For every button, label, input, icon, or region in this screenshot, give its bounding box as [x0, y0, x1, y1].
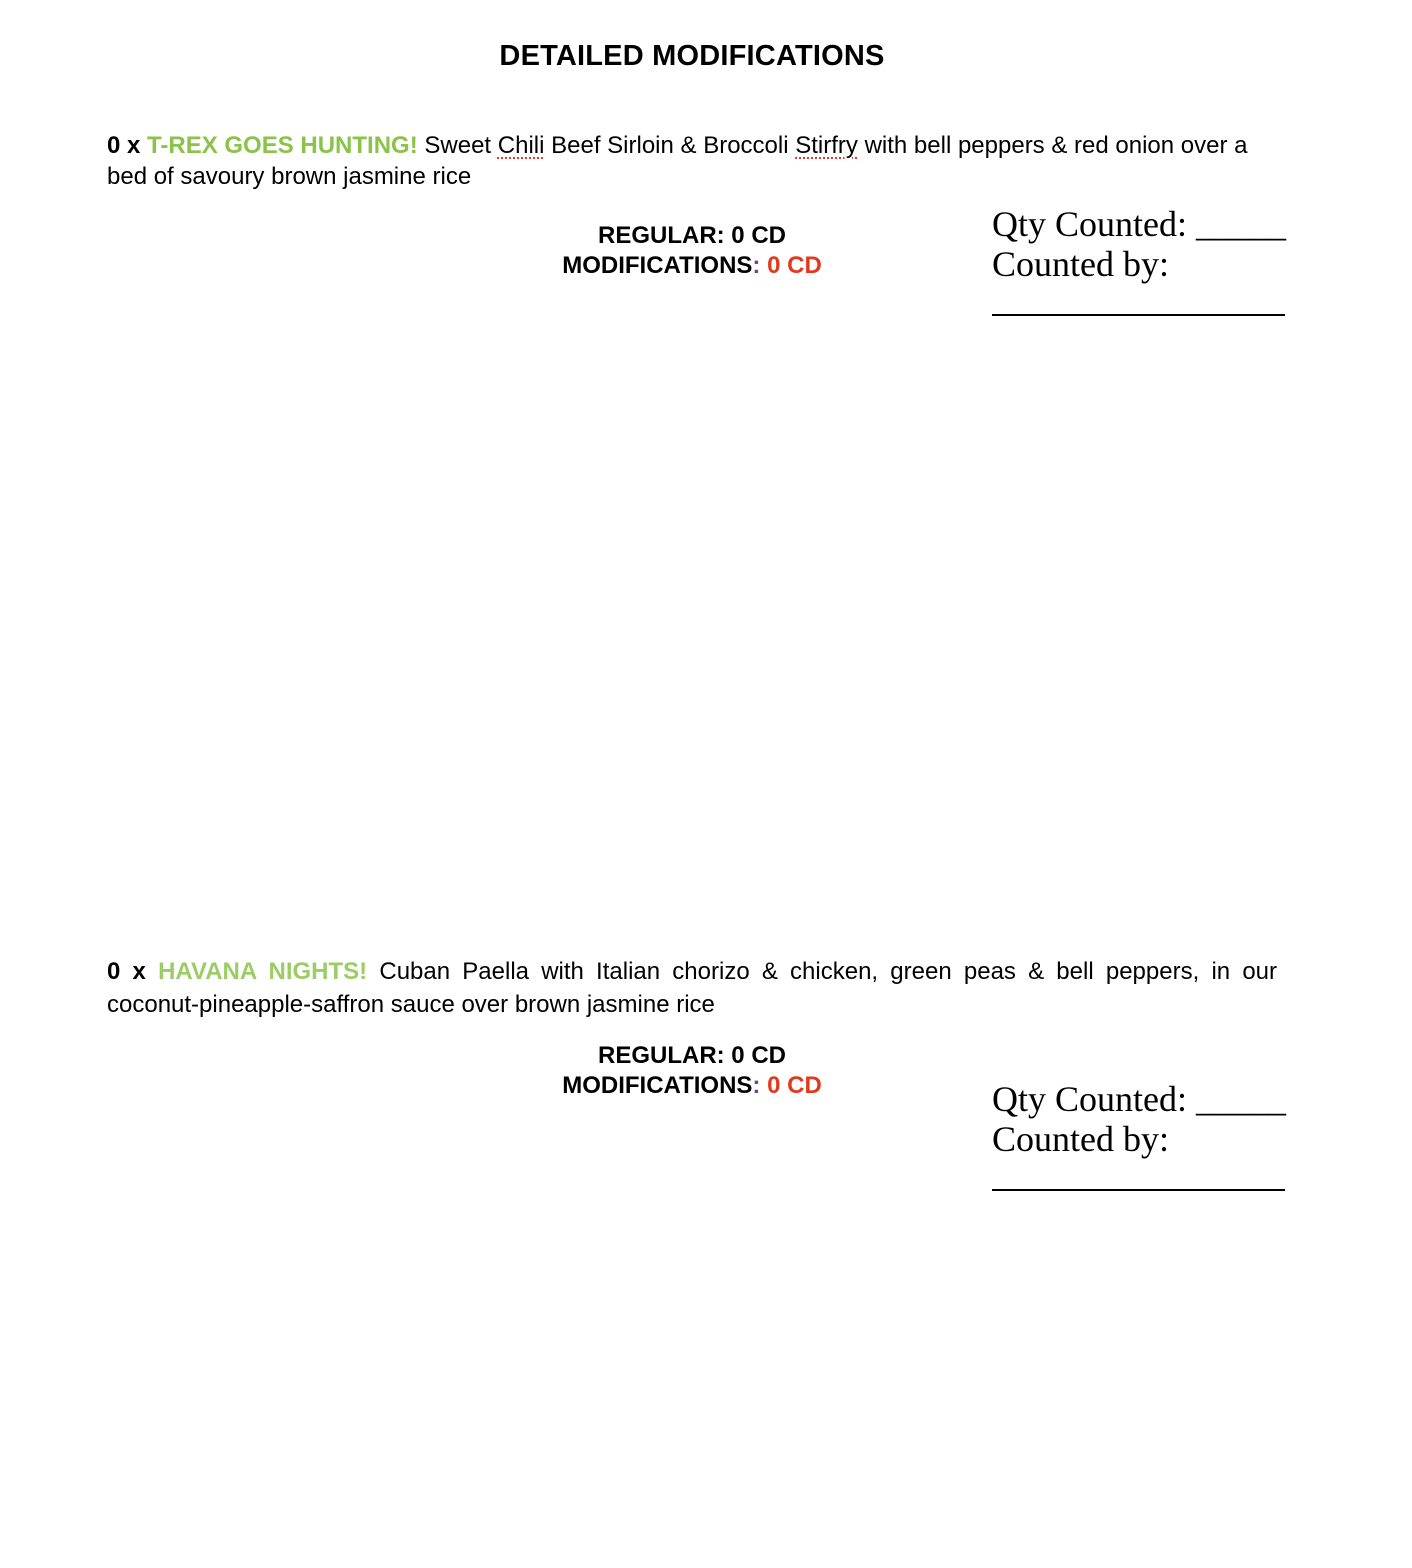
qty-counted-field[interactable]: Qty Counted: _____: [992, 1079, 1286, 1119]
item-name-trex: T-REX GOES HUNTING!: [147, 132, 418, 159]
item-summary-havana: [540, 1041, 844, 1101]
counted-by-signature-line[interactable]: [992, 296, 1285, 316]
count-signoff-trex: [992, 204, 1292, 316]
desc-text: Beef Sirloin & Broccoli: [544, 132, 796, 159]
page-title: DETAILED MODIFICATIONS: [499, 40, 885, 72]
desc-text: with bell peppers & red onion over a bed of savoury brown jasmine rice: [107, 132, 1248, 190]
regular-count: REGULAR: 0 CD: [597, 1042, 786, 1069]
spellcheck-flag-word: Chili: [497, 132, 545, 159]
modifications-value: 0 CD: [760, 252, 822, 279]
modifications-count: [540, 1071, 844, 1101]
item-description-havana: [107, 955, 1277, 1021]
regular-count: REGULAR: 0 CD: [597, 222, 786, 249]
spellcheck-flag-word: Stirfry: [795, 132, 858, 159]
modifications-count: [540, 251, 844, 281]
item-name-havana: HAVANA NIGHTS!: [158, 958, 368, 985]
counted-by-label: Counted by:: [992, 1119, 1169, 1159]
qty-counted-field[interactable]: Qty Counted: _____: [992, 204, 1286, 244]
modifications-value: 0 CD: [760, 1072, 822, 1099]
counted-by-label: Counted by:: [992, 244, 1169, 284]
modifications-label: MODIFICATIONS: [562, 252, 753, 279]
item-description-trex: [107, 130, 1277, 192]
modifications-colon: :: [752, 1072, 761, 1099]
item-summary-trex: [540, 221, 844, 281]
count-signoff-havana: [992, 1079, 1292, 1191]
desc-text: Cuban Paella with Italian chorizo & chicken, green peas & bell peppers, in our coconut-pineapple-saffron sauce over brown jasmine rice: [107, 958, 1278, 1018]
modifications-colon: :: [752, 252, 761, 279]
item-quantity: 0 x: [107, 958, 159, 985]
modifications-label: MODIFICATIONS: [562, 1072, 753, 1099]
desc-text: Sweet: [417, 132, 498, 159]
item-quantity: 0 x: [107, 132, 148, 159]
counted-by-signature-line[interactable]: [992, 1171, 1285, 1191]
